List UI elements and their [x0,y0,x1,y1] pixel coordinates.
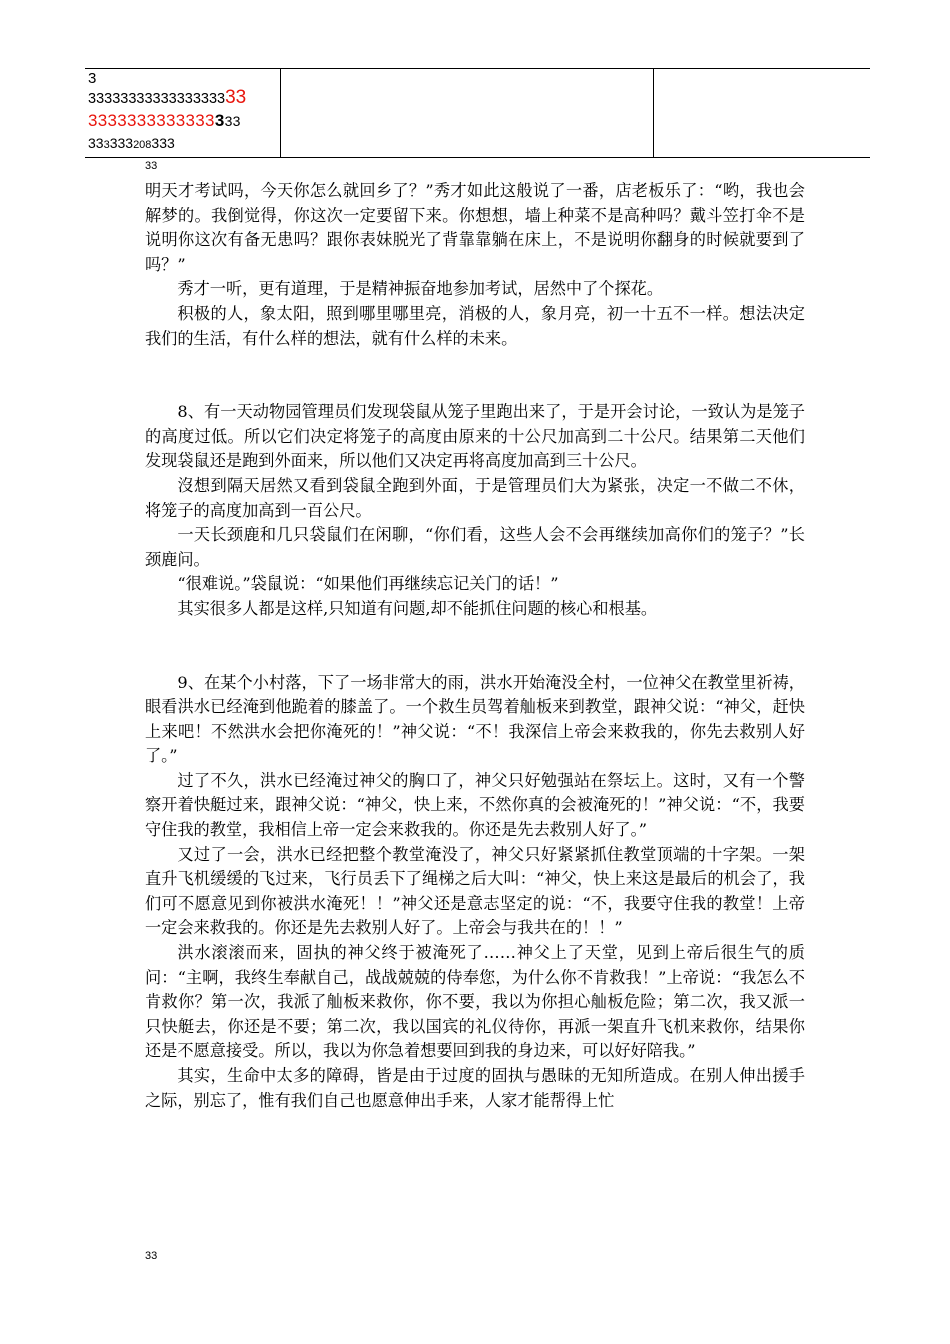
story8-paragraph-1: 8、有一天动物园管理员们发现袋鼠从笼子里跑出来了，于是开会讨论，一致认为是笼子的高度过低。所以它们决定将笼子的高度由原来的十公尺加高到二十公尺。结果第二天他们发现袋鼠还是跑到外面来，所以他们又决定再将高度加高到三十公尺。 [145,402,805,471]
story7-paragraph-1: 明天才考试吗，今天你怎么就回乡了？”秀才如此这般说了一番，店老板乐了：“哟，我也会解梦的。我倒觉得，你这次一定要留下来。你想想，墙上种菜不是高种吗？戴斗笠打伞不是说明你这次有备无患吗？跟你表妹脱光了背靠靠躺在床上，不是说明你翻身的时候就要到了吗？” [145,181,805,274]
page-mark-top: 33 [145,160,158,172]
header-cell-left [85,69,281,157]
header-line-3-bold: 3 [214,111,225,130]
header-line-4 [88,133,280,155]
header-cell-middle [281,69,654,157]
header-line-4-b: 3 [103,139,110,151]
story8-paragraph-3: 一天长颈鹿和几只袋鼠们在闲聊，“你们看，这些人会不会再继续加高你们的笼子？”长颈鹿问。 [145,525,805,569]
section-spacer [145,351,805,400]
story8-paragraph-2: 沒想到隔天居然又看到袋鼠全跑到外面，于是管理员们大为紧张，决定一不做二不休，将笼子的高度加高到一百公尺。 [145,475,805,520]
page-mark-bottom: 33 [145,1250,158,1262]
story9-paragraph-1: 9、在某个小村落，下了一场非常大的雨，洪水开始淹没全村，一位神父在教堂里祈祷，眼看洪水已经淹到他跪着的膝盖了。一个救生员驾着舢板来到教堂，跟神父说：“神父，赶快上来吧！不然洪水会把你淹死的！”神父说：“不！我深信上帝会来救我的，你先去救别人好了。” [145,672,805,766]
section-spacer [145,622,805,671]
header-line-2-red: 33 [225,87,247,108]
document-body [145,179,805,1113]
story9-paragraph-2: 过了不久，洪水已经淹过神父的胸口了，神父只好勉强站在祭坛上。这时，又有一个警察开着快艇过来，跟神父说：“神父，快上来，不然你真的会被淹死的！”神父说：“不，我要守住我的教堂，我相信上帝一定会来救我的。你还是先去救别人好了。” [145,770,805,840]
header-line-4-tiny: 208 [133,139,152,151]
story9-paragraph-3: 又过了一会，洪水已经把整个教堂淹没了，神父只好紧紧抓住教堂顶端的十字架。一架直升飞机缓缓的飞过来，飞行员丢下了绳梯之后大叫：“神父，快上来这是最后的机会了，我们可不愿意见到你被洪水淹死！！”神父还是意志坚定的说：“不，我要守住我的教堂！上帝一定会来救我的。你还是先去救别人好了。上帝会与我共在的！！” [145,844,805,938]
header-table [85,68,870,158]
header-line-3-red: 3333333333333 [88,111,215,130]
header-line-4-c: 333 [109,135,134,151]
story7-paragraph-2: 秀才一听，更有道理，于是精神振奋地参加考试，居然中了个探花。 [177,279,664,299]
header-cell-right [654,69,870,157]
story9-paragraph-4: 洪水滚滚而来，固执的神父终于被淹死了……神父上了天堂，见到上帝后很生气的质问：“主啊，我终生奉献自己，战战兢兢的侍奉您，为什么你不肯救我！”上帝说：“我怎么不肯救你？第一次，我派了舢板来救你，你不要，我以为你担心舢板危险；第二次，我又派一只快艇去，你还是不要；第二次，我以国宾的礼仪待你，再派一架直升飞机来救你，结果你还是不愿意接受。所以，我以为你急着想要回到我的身边来，可以好好陪我。” [145,943,805,1061]
story8-paragraph-5: 其实很多人都是这样,只知道有问题,却不能抓住问题的核心和根基。 [177,598,658,618]
story9-paragraph-5: 其实，生命中太多的障碍，皆是由于过度的固执与愚昧的无知所造成。在别人伸出援手之际，别忘了，惟有我们自己也愿意伸出手来，人家才能帮得上忙 [145,1066,805,1110]
header-line-2 [88,88,280,109]
story7-paragraph-3: 积极的人，象太阳，照到哪里哪里亮，消极的人，象月亮，初一十五不一样。想法决定我们的生活，有什么样的想法，就有什么样的未来。 [145,303,805,348]
header-line-1: 3 [88,70,97,87]
header-line-3-tail: 33 [224,113,241,129]
header-line-3 [88,109,280,133]
story8-paragraph-4: “很难说。”袋鼠说：“如果他们再继续忘记关门的话！” [177,574,559,594]
header-line-2-prefix: 33333333333333333 [88,91,226,107]
header-line-4-d: 333 [151,135,175,151]
header-line-4-a: 33 [88,135,104,151]
